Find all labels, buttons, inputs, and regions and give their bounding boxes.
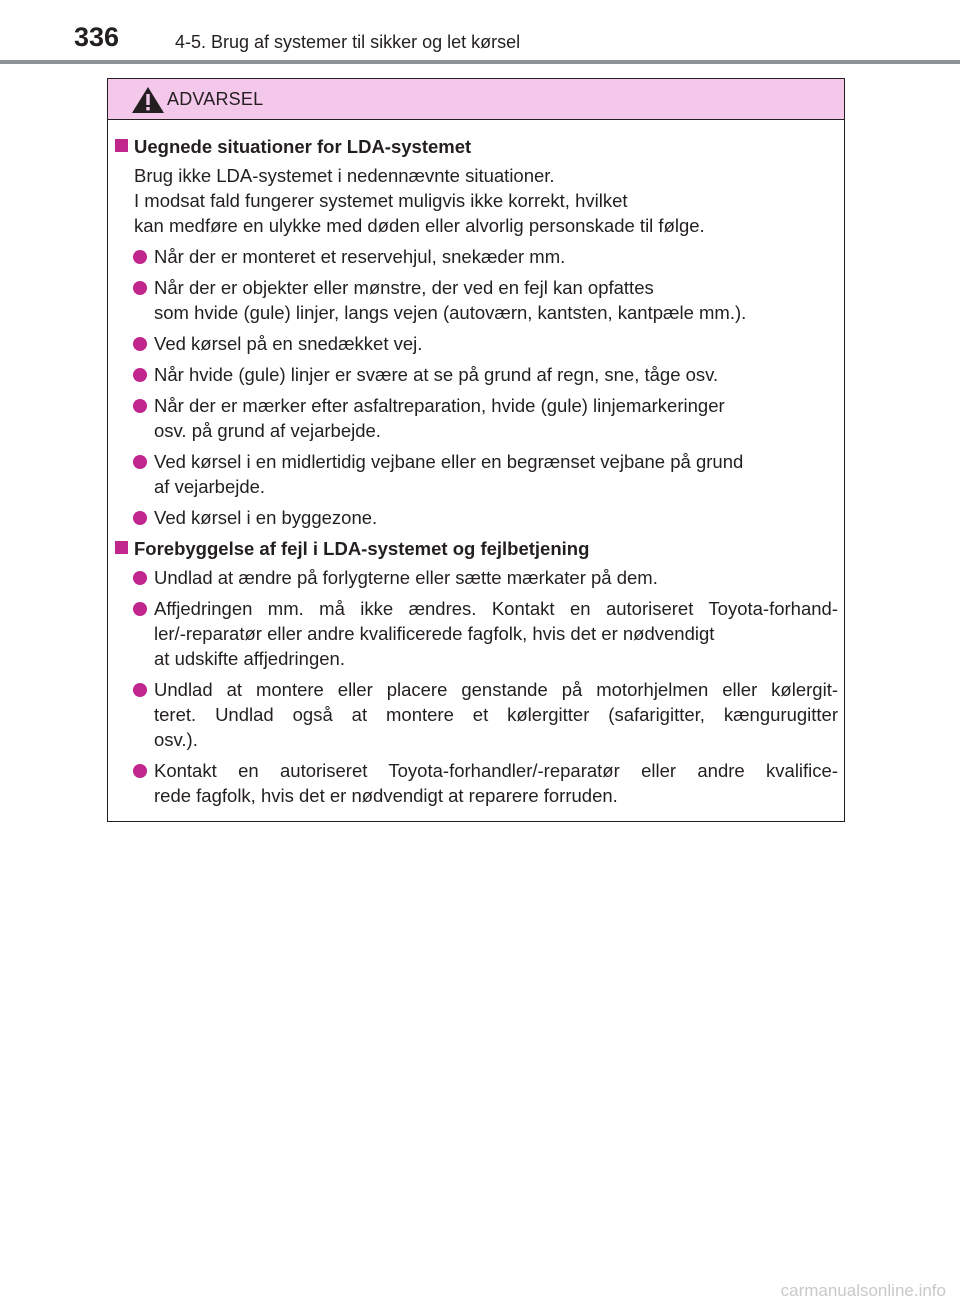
bullet-dot-icon: [133, 250, 147, 264]
bullet-dot-icon: [133, 455, 147, 469]
bullet-dot-icon: [133, 399, 147, 413]
bullet-dot-icon: [133, 764, 147, 778]
page-number: 336: [74, 22, 120, 52]
list-item: Ved kørsel i en midlertidig vejbane eller en begrænset vejbane på grund af vejarbejde.: [108, 449, 844, 499]
list-item: Når der er monteret et reservehjul, snekæder mm.: [108, 244, 844, 269]
list-item: Når der er objekter eller mønstre, der ved en fejl kan opfattes som hvide (gule) linjer, langs vejen (autoværn, kantsten, kantpæle mm.).: [108, 275, 844, 325]
list-item: Når hvide (gule) linjer er svære at se på grund af regn, sne, tåge osv.: [108, 362, 844, 387]
watermark: carmanualsonline.info: [780, 1281, 946, 1300]
page-header: [0, 0, 960, 64]
bullet-dot-icon: [133, 511, 147, 525]
list-item: Undlad at montere eller placere genstande på motorhjelmen eller kølergit- teret. Undlad også at montere et kølergitter (safarigitter, kængurugitter osv.).: [108, 677, 844, 752]
bullet-dot-icon: [133, 571, 147, 585]
list-item: Ved kørsel på en snedækket vej.: [108, 331, 844, 356]
section-heading: Forebyggelse af fejl i LDA-systemet og fejlbetjening: [108, 536, 844, 561]
warning-triangle-icon: [131, 86, 165, 114]
bullet-dot-icon: [133, 602, 147, 616]
warning-box: [107, 78, 845, 822]
section-heading: Uegnede situationer for LDA-systemet: [108, 134, 844, 159]
header-rule: [0, 60, 960, 64]
bullet-dot-icon: [133, 281, 147, 295]
list-item: Affjedringen mm. må ikke ændres. Kontakt en autoriseret Toyota-forhand- ler/-reparatør eller andre kvalificerede fagfolk, hvis det er nødvendigt at udskifte affjedringen.: [108, 596, 844, 671]
bullet-dot-icon: [133, 337, 147, 351]
bullet-dot-icon: [133, 683, 147, 697]
warning-header: [108, 79, 844, 120]
intro-paragraph: Brug ikke LDA-systemet i nedennævnte situationer. I modsat fald fungerer systemet muligvis ikke korrekt, hvilket kan medføre en ulykke med døden eller alvorlig personskade til følge.: [134, 165, 705, 236]
warning-content: [108, 134, 844, 814]
bullet-dot-icon: [133, 368, 147, 382]
list-item: Undlad at ændre på forlygterne eller sætte mærkater på dem.: [108, 565, 844, 590]
section-title: 4-5. Brug af systemer til sikker og let kørsel: [175, 32, 521, 52]
square-bullet-icon: [115, 541, 128, 554]
list-item: Kontakt en autoriseret Toyota-forhandler/-reparatør eller andre kvalifice- rede fagfolk, hvis det er nødvendigt at reparere forruden.: [108, 758, 844, 808]
list-item: Ved kørsel i en byggezone.: [108, 505, 844, 530]
square-bullet-icon: [115, 139, 128, 152]
warning-title: ADVARSEL: [167, 89, 264, 109]
list-item: Når der er mærker efter asfaltreparation, hvide (gule) linjemarkeringer osv. på grund af vejarbejde.: [108, 393, 844, 443]
